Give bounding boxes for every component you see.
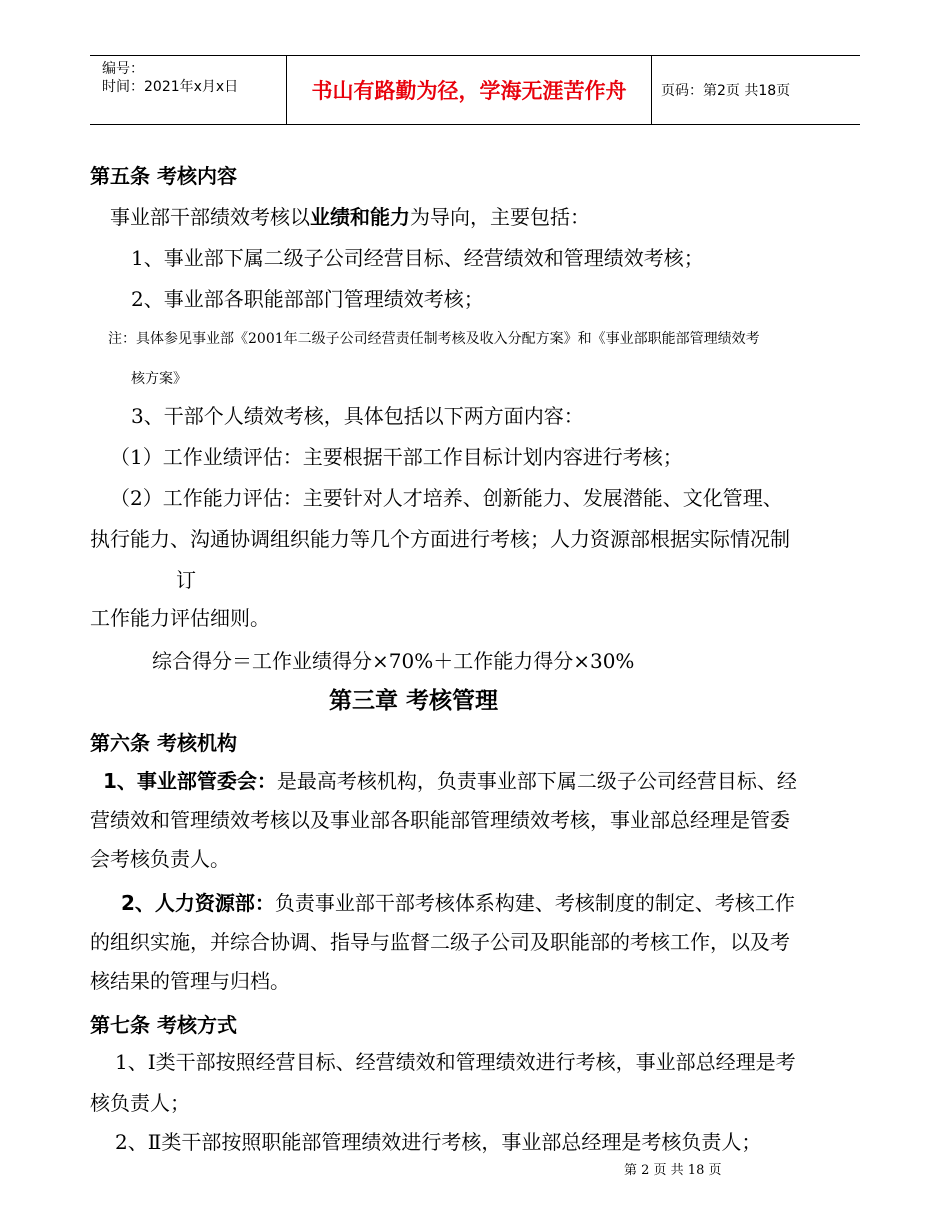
article-6-item-1-text: 是最高考核机构，负责事业部下属二级子公司经营目标、经 (276, 769, 797, 793)
article-6-item-2-line-3: 核结果的管理与归档。 (90, 969, 290, 993)
article-5-sub-1: （1）工作业绩评估：主要根据干部工作目标计划内容进行考核； (110, 445, 683, 469)
article-6-item-2-text: 负责事业部干部考核体系构建、考核制度的制定、考核工作 (274, 891, 795, 915)
score-formula: 综合得分＝工作业绩得分×70%＋工作能力得分×30% (152, 649, 635, 673)
header-table (90, 55, 860, 125)
header-meta-cell (90, 56, 286, 124)
article-7-item-1-line-2: 核负责人； (90, 1091, 190, 1115)
header-page-info: 页码：第2页 共18页 (661, 83, 791, 99)
document-time-label: 时间：2021年x月x日 (102, 79, 239, 95)
article-5-note-line-2: 核方案》 (131, 371, 187, 387)
article-5-intro-bold: 业绩和能力 (310, 205, 410, 229)
article-7-item-2: 2、Ⅱ类干部按照职能部管理绩效进行考核，事业部总经理是考核负责人； (115, 1130, 762, 1154)
header-motto: 书山有路勤为径，学海无涯苦作舟 (286, 56, 652, 124)
article-5-item-2: 2、事业部各职能部部门管理绩效考核； (131, 287, 484, 311)
article-6-item-1-line-1 (103, 765, 797, 794)
article-5-sub-2-line-3: 订 (176, 568, 196, 592)
page-footer: 第 2 页 共 18 页 (624, 1163, 722, 1178)
article-6-title: 第六条 考核机构 (90, 731, 237, 755)
article-6-item-2-line-1 (121, 887, 795, 916)
article-5-sub-2-line-1: （2）工作能力评估：主要针对人才培养、创新能力、发展潜能、文化管理、 (110, 486, 783, 510)
article-7-item-1-line-1: 1、Ⅰ类干部按照经营目标、经营绩效和管理绩效进行考核，事业部总经理是考 (115, 1050, 796, 1074)
chapter-3-title: 第三章 考核管理 (329, 688, 499, 714)
article-5-note-line-1: 注：具体参见事业部《2001年二级子公司经营责任制考核及收入分配方案》和《事业部职能部管理绩效考 (108, 331, 760, 347)
article-6-item-1-line-2: 营绩效和管理绩效考核以及事业部各职能部管理绩效考核，事业部总经理是管委 (90, 808, 790, 832)
document-number-label: 编号： (102, 61, 144, 77)
article-5-intro (110, 201, 590, 230)
article-5-intro-text-b: 为导向，主要包括： (410, 205, 590, 229)
article-6-item-2-line-2: 的组织实施，并综合协调、指导与监督二级子公司及职能部的考核工作，以及考 (90, 930, 790, 954)
article-7-title: 第七条 考核方式 (90, 1013, 237, 1037)
article-6-item-1-line-3: 会考核负责人。 (90, 847, 230, 871)
article-5-item-1: 1、事业部下属二级子公司经营目标、经营绩效和管理绩效考核； (131, 246, 704, 270)
article-5-sub-2-line-4: 工作能力评估细则。 (90, 606, 270, 630)
article-5-title: 第五条 考核内容 (90, 164, 237, 188)
article-5-intro-text-a: 事业部干部绩效考核以 (110, 205, 310, 229)
article-5-item-3: 3、干部个人绩效考核，具体包括以下两方面内容： (131, 404, 584, 428)
article-5-sub-2-line-2: 执行能力、沟通协调组织能力等几个方面进行考核；人力资源部根据实际情况制 (90, 527, 790, 551)
article-6-item-1-heading: 1、事业部管委会： (103, 769, 277, 793)
article-6-item-2-heading: 2、人力资源部： (121, 891, 275, 915)
